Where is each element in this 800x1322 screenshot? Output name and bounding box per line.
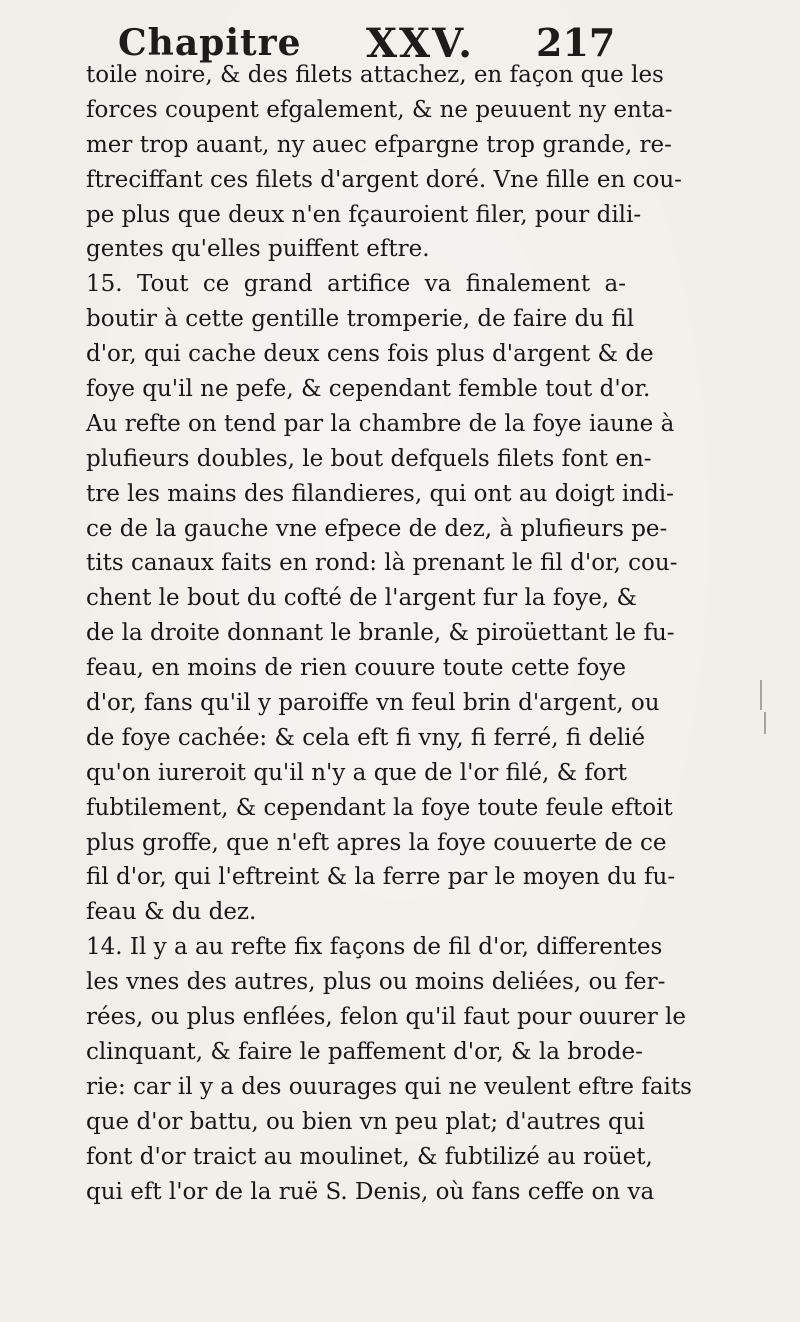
- text-line: rées, ou plus enflées, felon qu'il faut pour ouurer le: [86, 1004, 686, 1031]
- text-line: que d'or battu, ou bien vn peu plat; d'autres qui: [86, 1108, 645, 1135]
- text-line: feau, en moins de rien couure toute cette foye: [86, 655, 626, 682]
- text-line: feau & du dez.: [86, 899, 257, 926]
- text-line: Au refte on tend par la chambre de la foye iaune à: [86, 410, 675, 437]
- text-line: qui eft l'or de la ruë S. Denis, où fans ceffe on va: [86, 1178, 655, 1205]
- text-line: ce de la gauche vne efpece de dez, à plufieurs pe-: [86, 515, 668, 542]
- text-line: fil d'or, qui l'eftreint & la ferre par le moyen du fu-: [86, 864, 676, 891]
- text-line: de foye cachée: & cela eft fi vny, fi ferré, fi delié: [86, 724, 646, 751]
- text-line: fubtilement, & cependant la foye toute feule eftoit: [86, 794, 673, 821]
- text-line: qu'on iureroit qu'il n'y a que de l'or filé, & fort: [86, 759, 627, 786]
- text-line: foye qu'il ne pefe, & cependant femble tout d'or.: [86, 376, 651, 403]
- text-line: tre les mains des filandieres, qui ont au doigt indi-: [86, 480, 674, 507]
- text-line: de la droite donnant le branle, & piroüettant le fu-: [86, 620, 675, 647]
- text-line: clinquant, & faire le paffement d'or, & la brode-: [86, 1038, 643, 1065]
- text-line: toile noire, & des filets attachez, en façon que les: [86, 62, 664, 88]
- text-line: gentes qu'elles puiffent eftre.: [86, 236, 430, 263]
- text-line: rie: car il y a des ouurages qui ne veulent eftre faits: [86, 1073, 692, 1100]
- running-head: Chapitre: [118, 22, 302, 64]
- text-line: pe plus que deux n'en fçauroient filer, pour dili-: [86, 201, 642, 228]
- text-line: les vnes des autres, plus ou moins deliées, ou fer-: [86, 969, 666, 996]
- text-line: d'or, qui cache deux cens fois plus d'argent & de: [86, 341, 654, 368]
- chapter-number: XXV.: [366, 20, 475, 67]
- text-line: boutir à cette gentille tromperie, de faire du fil: [86, 306, 635, 333]
- text-line: 14. Il y a au refte fix façons de fil d'or, differentes: [86, 934, 663, 961]
- text-line: forces coupent efgalement, & ne peuuent ny enta-: [86, 96, 673, 123]
- text-line: ftreciffant ces filets d'argent doré. Vne fille en cou-: [86, 166, 682, 193]
- margin-ink-mark: [764, 712, 766, 734]
- text-line: 15. Tout ce grand artifice va finalement a-: [86, 271, 626, 298]
- body-text: [86, 58, 692, 1209]
- text-line: plus groffe, que n'eft apres la foye couuerte de ce: [86, 829, 667, 856]
- text-line: mer trop auant, ny auec efpargne trop grande, re-: [86, 131, 672, 158]
- text-line: font d'or traict au moulinet, & fubtilizé au roüet,: [86, 1143, 653, 1170]
- page-number: 217: [536, 20, 616, 65]
- text-line: d'or, fans qu'il y paroiffe vn feul brin d'argent, ou: [86, 690, 660, 717]
- text-line: chent le bout du cofté de l'argent fur la foye, &: [86, 585, 637, 612]
- margin-ink-mark: [760, 680, 762, 710]
- text-line: plufieurs doubles, le bout defquels filets font en-: [86, 445, 652, 472]
- text-line: tits canaux faits en rond: là prenant le fil d'or, cou-: [86, 550, 678, 577]
